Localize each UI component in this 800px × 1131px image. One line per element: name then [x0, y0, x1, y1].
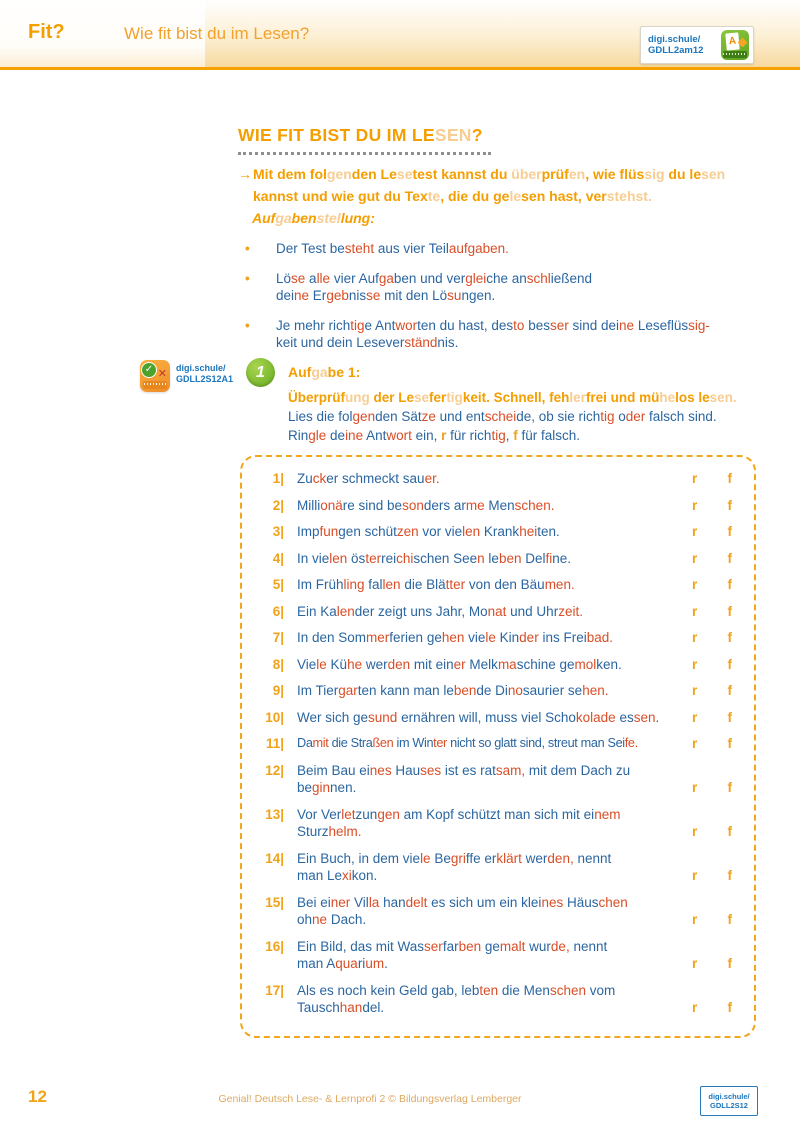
answer-f[interactable]: f: [727, 736, 732, 751]
bullet-icon: •: [245, 270, 250, 286]
answer-f[interactable]: f: [727, 824, 732, 839]
statement-row: [254, 735, 732, 753]
page-number: 12: [28, 1087, 47, 1106]
statement-row: [254, 603, 732, 621]
digi-schule-link: digi.schule/ GDLL2am12: [648, 34, 704, 56]
statement-row: [254, 709, 732, 727]
answer-group: [692, 823, 732, 841]
imprint-text: Genial! Deutsch Lese- & Lernprofi 2 © Bildungsverlag Lemberger: [218, 1093, 522, 1105]
item-text: Ein Bild, das mit Wasserfarben gemalt wurde, nennt man Aquarium.: [297, 938, 608, 971]
item-number: 12|: [265, 762, 284, 778]
bullet-icon: •: [245, 317, 250, 333]
footer-digi-badge[interactable]: [700, 1086, 758, 1116]
header-rule: [0, 67, 800, 70]
instruction-bullets: [238, 240, 766, 364]
statement-row: [254, 656, 732, 674]
task-number-circle: 1: [246, 358, 275, 387]
answer-r[interactable]: r: [692, 683, 698, 698]
answer-f[interactable]: f: [727, 956, 732, 971]
answer-f[interactable]: f: [727, 550, 732, 566]
answer-group: [692, 576, 732, 594]
answer-f[interactable]: f: [727, 1000, 732, 1015]
statement-row: [254, 850, 732, 885]
item-text: Ein Buch, in dem viele Begriffe erklärt werden, nennt man Lexikon.: [297, 850, 612, 883]
bullet-item: [238, 317, 766, 352]
answer-f[interactable]: f: [727, 683, 732, 698]
item-text: Damit die Straßen im Winter nicht so glatt sind, streut man Seife.: [297, 736, 638, 750]
answer-f[interactable]: f: [727, 524, 732, 539]
item-text: Millionäre sind besonders arme Menschen.: [297, 497, 555, 513]
answer-group: [692, 470, 732, 488]
answer-f[interactable]: f: [727, 603, 732, 619]
answer-r[interactable]: r: [692, 956, 698, 971]
answer-f[interactable]: f: [727, 656, 732, 672]
answer-f[interactable]: f: [727, 780, 732, 795]
footer-digi-link-line2: GDLL2S12: [710, 1101, 748, 1110]
bullet-text: Je mehr richtige Antworten du hast, desto besser sind deine Leseflüssig- keit und dein Leseverständnis.: [276, 317, 710, 350]
statement-row: [254, 982, 732, 1017]
task-digi-badge[interactable]: [140, 360, 233, 392]
answer-r[interactable]: r: [692, 912, 698, 927]
answer-r[interactable]: r: [692, 824, 698, 839]
page-title: WIE FIT BIST DU IM LESEN?: [238, 125, 483, 145]
answer-r[interactable]: r: [692, 471, 698, 486]
item-text: Wer sich gesund ernähren will, muss viel Schokolade essen.: [297, 709, 660, 725]
answer-group: [692, 709, 732, 727]
aufgabenstellung-label: Aufgabenstellung:: [252, 210, 375, 226]
statement-row: [254, 938, 732, 973]
item-text: Vor Verletzungen am Kopf schützt man sich mit einem Sturzhelm.: [297, 806, 621, 839]
answer-f[interactable]: f: [727, 497, 732, 513]
bullet-item: [238, 270, 766, 305]
answer-f[interactable]: f: [727, 709, 732, 725]
item-number: 5|: [272, 577, 284, 592]
digi-schule-badge[interactable]: [640, 26, 754, 64]
task-digi-link: digi.schule/ GDLL2S12A1: [176, 363, 234, 384]
item-text: Bei einer Villa handelt es sich um ein kleines Häuschen ohne Dach.: [297, 894, 628, 927]
answer-group: [692, 682, 732, 700]
answer-r[interactable]: r: [692, 780, 698, 795]
answer-group: [692, 779, 732, 797]
answer-f[interactable]: f: [727, 868, 732, 883]
checkmark-icon: ✓: [141, 362, 157, 378]
item-number: 10|: [265, 709, 284, 725]
answer-group: [692, 735, 732, 753]
app-icon-letter: A: [725, 32, 739, 50]
answer-group: [692, 603, 732, 621]
statement-row: [254, 550, 732, 568]
answer-r[interactable]: r: [692, 868, 698, 883]
statements-box: [240, 455, 756, 1038]
answer-group: [692, 867, 732, 885]
aufgaben-manager-app-icon: [721, 30, 749, 60]
statement-row: [254, 894, 732, 929]
answer-group: [692, 999, 732, 1017]
statement-row: [254, 523, 732, 541]
arrow-icon: →: [238, 166, 252, 182]
item-number: 9|: [272, 683, 284, 698]
check-cross-app-icon: [140, 360, 170, 392]
statement-row: [254, 470, 732, 488]
answer-r[interactable]: r: [692, 524, 698, 539]
answer-group: [692, 497, 732, 515]
item-number: 2|: [272, 497, 284, 513]
answer-r[interactable]: r: [692, 603, 698, 619]
answer-f[interactable]: f: [727, 912, 732, 927]
item-text: Impfungen schützen vor vielen Krankheiten.: [297, 524, 560, 539]
badge-banner: [143, 381, 167, 389]
item-number: 4|: [272, 550, 284, 566]
item-text: In den Sommerferien gehen viele Kinder ins Freibad.: [297, 630, 613, 645]
intro-paragraph: [238, 164, 785, 207]
answer-f[interactable]: f: [727, 471, 732, 486]
header-tab: Fit?: [28, 21, 65, 43]
answer-group: [692, 911, 732, 929]
answer-r[interactable]: r: [692, 656, 698, 672]
task-heading: Aufgabe 1:: [288, 364, 361, 380]
statement-row: [254, 806, 732, 841]
statement-row: [254, 497, 732, 515]
item-number: 8|: [272, 656, 284, 672]
answer-f[interactable]: f: [727, 577, 732, 592]
statement-row: [254, 682, 732, 700]
task-instruction-1: Lies die folgenden Sätze und entscheide, ob sie richtig oder falsch sind.: [288, 409, 717, 424]
item-number: 7|: [272, 630, 284, 645]
item-number: 16|: [265, 938, 284, 954]
item-number: 11|: [265, 736, 284, 751]
item-number: 14|: [265, 850, 284, 866]
answer-group: [692, 550, 732, 568]
answer-r[interactable]: r: [692, 497, 698, 513]
bullet-text: Löse alle vier Aufgaben und vergleiche anschließend deine Ergebnisse mit den Lösungen.: [276, 270, 593, 303]
footer-digi-link-line1: digi.schule/: [708, 1092, 750, 1101]
bullet-item: [238, 240, 766, 258]
answer-group: [692, 629, 732, 647]
cross-icon: ✕: [157, 368, 167, 380]
answer-r[interactable]: r: [692, 550, 698, 566]
item-number: 1|: [272, 471, 284, 486]
answer-r[interactable]: r: [692, 709, 698, 725]
answer-f[interactable]: f: [727, 630, 732, 645]
item-number: 13|: [265, 806, 284, 822]
item-text: Ein Kalender zeigt uns Jahr, Monat und Uhrzeit.: [297, 603, 583, 619]
item-text: Zucker schmeckt sauer.: [297, 471, 440, 486]
item-number: 3|: [272, 524, 284, 539]
answer-r[interactable]: r: [692, 577, 698, 592]
item-text: Beim Bau eines Hauses ist es ratsam, mit dem Dach zu beginnen.: [297, 762, 631, 795]
answer-group: [692, 955, 732, 973]
statement-row: [254, 576, 732, 594]
bullet-icon: •: [245, 241, 250, 256]
task-instruction-2: Ringle deine Antwort ein, r für richtig, f für falsch.: [288, 428, 580, 443]
answer-group: [692, 523, 732, 541]
item-text: Als es noch kein Geld gab, lebten die Menschen vom Tauschhandel.: [297, 982, 616, 1015]
item-number: 6|: [272, 603, 284, 619]
item-text: In vielen österreichischen Seen leben Delfine.: [297, 550, 572, 566]
dotted-divider: [238, 148, 491, 155]
answer-r[interactable]: r: [692, 630, 698, 645]
statement-row: [254, 762, 732, 797]
intro-text: Mit dem folgenden Lesetest kannst du überprüfen, wie flüssig du lesen kannst und wie gut du Texte, die du gelesen hast, verstehst.: [253, 166, 726, 204]
item-number: 15|: [265, 894, 284, 910]
item-text: Viele Kühe werden mit einer Melkmaschine gemolken.: [297, 656, 622, 672]
header-title: Wie fit bist du im Lesen?: [124, 24, 310, 43]
answer-r[interactable]: r: [692, 736, 698, 751]
item-number: 17|: [265, 982, 284, 998]
item-text: Im Tiergarten kann man lebende Dinosaurier sehen.: [297, 683, 609, 698]
app-icon-banner: [723, 51, 747, 58]
bullet-text: Der Test besteht aus vier Teilaufgaben.: [276, 241, 509, 256]
task-header: [288, 363, 766, 445]
statement-row: [254, 629, 732, 647]
task-subtitle: Überprüfung der Lesefertigkeit. Schnell, fehlerfrei und mühelos lesen.: [288, 390, 737, 405]
answer-r[interactable]: r: [692, 1000, 698, 1015]
answer-group: [692, 656, 732, 674]
item-text: Im Frühling fallen die Blätter von den Bäumen.: [297, 577, 575, 592]
